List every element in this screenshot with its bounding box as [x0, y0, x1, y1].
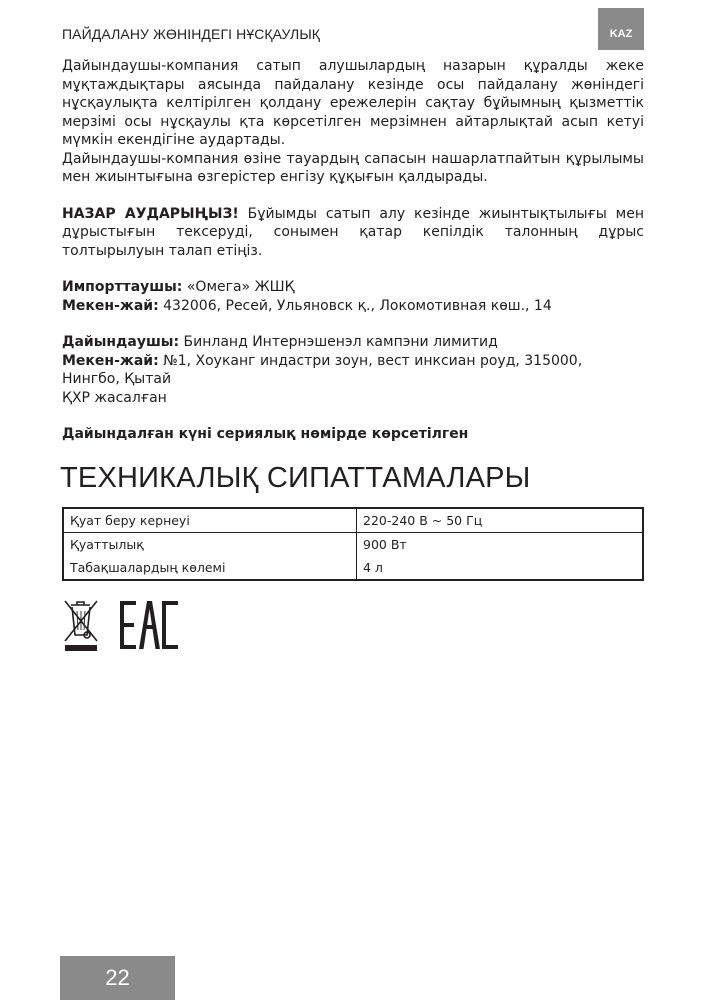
importer-line — [62, 278, 644, 297]
table-row — [63, 533, 643, 557]
importer-value: «Омега» ЖШҚ — [182, 279, 295, 295]
importer-label: Импорттаушы: — [62, 279, 183, 295]
page-number: 22 — [60, 956, 175, 1000]
rights-paragraph: Дайындаушы-компания өзіне тауардың сапасын нашарлатпайтын құрылымы мен жиынтығына өзгерістер енгізу құқығын қалдырады. — [62, 150, 644, 185]
spec-label: Қуат беру кернеуі — [63, 508, 357, 533]
language-badge: KAZ — [598, 8, 644, 50]
crossed-out-wheelie-bin-icon — [65, 601, 97, 651]
spec-value: 900 Вт — [363, 537, 407, 552]
warning-label: НАЗАР АУДАРЫҢЫЗ! — [62, 205, 239, 222]
manufacturer-value: Бинланд Интернэшенэл кампэни лимитид — [179, 334, 498, 350]
spec-label: Қуаттылық — [63, 533, 357, 557]
production-date-text: Дайындалған күні сериялық нөмірде көрсетілген — [62, 426, 469, 442]
manual-body — [62, 57, 644, 444]
warning-text: Бұйымды сатып алу кезінде жиынтықтылығы мен дұрыстығын тексеруді, сонымен қатар кепілдік талонның дұрыс толтырылуын талап етіңіз. — [62, 205, 645, 259]
made-in-line: ҚХР жасалған — [62, 389, 167, 406]
table-row — [63, 508, 643, 533]
specs-table — [62, 507, 644, 581]
manufacturer-address-value: №1, Хоуканг индастри зоун, вест инксиан роуд, 315000, Нингбо, Қытай — [62, 352, 583, 387]
production-date-line — [62, 425, 644, 444]
importer-address-label: Мекен-жай: — [62, 297, 159, 314]
spec-value: 4 л — [363, 560, 383, 575]
importer-address-value: 432006, Ресей, Ульяновск қ., Локомотивная көш., 14 — [158, 297, 552, 314]
spec-value: 220-240 В ~ 50 Гц — [357, 508, 644, 533]
warning-paragraph — [62, 205, 644, 261]
specs-title: ТЕХНИКАЛЫҚ СИПАТТАМАЛАРЫ — [60, 462, 531, 494]
spec-label: Табақшалардың көлемі — [63, 556, 357, 580]
manufacturer-label: Дайындаушы: — [62, 334, 180, 350]
header-title: ПАЙДАЛАНУ ЖӨНІНДЕГІ НҰСҚАУЛЫҚ — [62, 26, 321, 42]
intro-paragraph: Дайындаушы-компания сатып алушылардың назарын құралды жеке мұқтаждықтары аясында пайдалану кезінде осы пайдалану жөніндегі нұсқаулықта келтірілген қолдану ережелерін сақтау бұйымның қызметтік мерзімі осы нұсқаулы қта көрсетілген мерзімнен айтарлықтай асып кетуі мүмкін екендігіне аудартады. — [62, 58, 644, 148]
certification-icons — [62, 597, 192, 659]
manufacturer-address-label: Мекен-жай: — [62, 352, 159, 369]
manufacturer-line — [62, 333, 644, 352]
table-row — [63, 556, 643, 580]
manufacturer-address-line — [62, 352, 644, 389]
importer-address-line — [62, 297, 644, 316]
eac-mark-icon — [120, 601, 178, 649]
